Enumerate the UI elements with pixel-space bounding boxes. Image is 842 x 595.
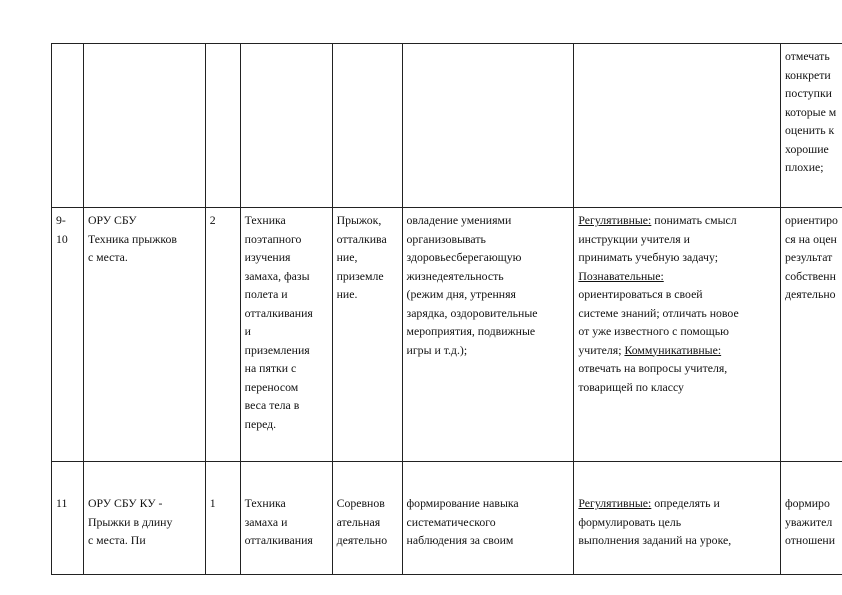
lesson-hours: 2: [209, 213, 216, 227]
cell-line: ориентиро: [785, 213, 838, 227]
cell-content-element: [240, 208, 332, 462]
cell-hours: [205, 44, 240, 208]
cell-topic: [83, 208, 205, 462]
cell-metasubject-results: [574, 208, 781, 462]
cell-metasubject-results: [574, 44, 781, 208]
lesson-number: 9- 10: [56, 213, 68, 246]
communicative-label: Коммуникативные:: [624, 342, 722, 357]
personal-results-text: овладение умениями организовывать здоровьесберегающую жизнедеятельность (режим дня, утренняя зарядка, оздоровительные мероприятия, подвижные игры и т.д.);: [406, 213, 538, 357]
cell-personal-results: [402, 208, 574, 462]
cognitive-text: ориентироваться в своей системе знаний; отличать новое от уже известного с помощью учителя;: [578, 287, 739, 357]
cell-line: отмечать: [785, 49, 830, 63]
regulatory-label: Регулятивные:: [578, 213, 652, 227]
table-row-lesson-11: [52, 462, 842, 575]
terms-text: Соревнов ательная деятельно: [336, 496, 388, 547]
cell-number: [52, 462, 84, 575]
cell-line: оценить к: [785, 123, 835, 137]
cell-line: поступки: [785, 86, 832, 100]
content-element-text: Техника поэтапного изучения замаха, фазы полета и отталкивания и приземления на пятки с переносом веса тела в перед.: [244, 213, 313, 431]
cell-terms: [332, 208, 402, 462]
cell-line: уважител: [785, 514, 833, 529]
cell-line: отношени: [785, 533, 836, 547]
cell-topic: [83, 462, 205, 575]
cell-personal-uud: [781, 462, 842, 575]
cell-personal-uud: [781, 208, 842, 462]
cell-number: [52, 44, 84, 208]
table-row-continuation: [52, 44, 842, 208]
cell-line: собственн: [785, 268, 836, 283]
cell-number: [52, 208, 84, 462]
regulatory-text: определять и формулировать цель выполнения заданий на уроке,: [578, 496, 732, 547]
cell-content-element: [240, 462, 332, 575]
cell-line: результат: [785, 250, 833, 264]
lesson-plan-table: [51, 43, 842, 575]
cell-line: ся на оцен: [785, 231, 837, 246]
cell-metasubject-results: [574, 462, 781, 575]
cell-hours: [205, 208, 240, 462]
cell-line: хорошие: [785, 141, 829, 156]
lesson-topic: ОРУ СБУ КУ - Прыжки в длину с места. Пи: [87, 496, 173, 547]
cell-terms: [332, 462, 402, 575]
table-row-lesson-9-10: [52, 208, 842, 462]
cell-line: которые м: [785, 104, 837, 119]
communicative-text: отвечать на вопросы учителя, товарищей по классу: [578, 361, 728, 394]
cell-personal-results: [402, 462, 574, 575]
personal-results-text: формирование навыка систематического наблюдения за своим: [406, 496, 519, 547]
lesson-hours: 1: [209, 496, 216, 510]
cell-line: плохие;: [785, 160, 824, 174]
cell-personal-uud: [781, 44, 842, 208]
regulatory-label: Регулятивные:: [578, 496, 652, 510]
lesson-number: 11: [56, 496, 68, 510]
cell-topic: [83, 44, 205, 208]
cell-content-element: [240, 44, 332, 208]
terms-text: Прыжок, отталкива ние, приземле ние.: [336, 213, 387, 301]
regulatory-text: понимать смысл инструкции учителя и принимать учебную задачу;: [578, 213, 737, 264]
content-element-text: Техника замаха и отталкивания: [244, 496, 313, 547]
lesson-topic: ОРУ СБУ Техника прыжков с места.: [87, 213, 177, 264]
cell-line: конкрети: [785, 67, 831, 82]
cell-line: деятельно: [785, 287, 836, 301]
cell-line: формиро: [785, 496, 830, 510]
cognitive-label: Познавательные:: [578, 268, 664, 283]
cell-personal-results: [402, 44, 574, 208]
cell-terms: [332, 44, 402, 208]
cell-hours: [205, 462, 240, 575]
